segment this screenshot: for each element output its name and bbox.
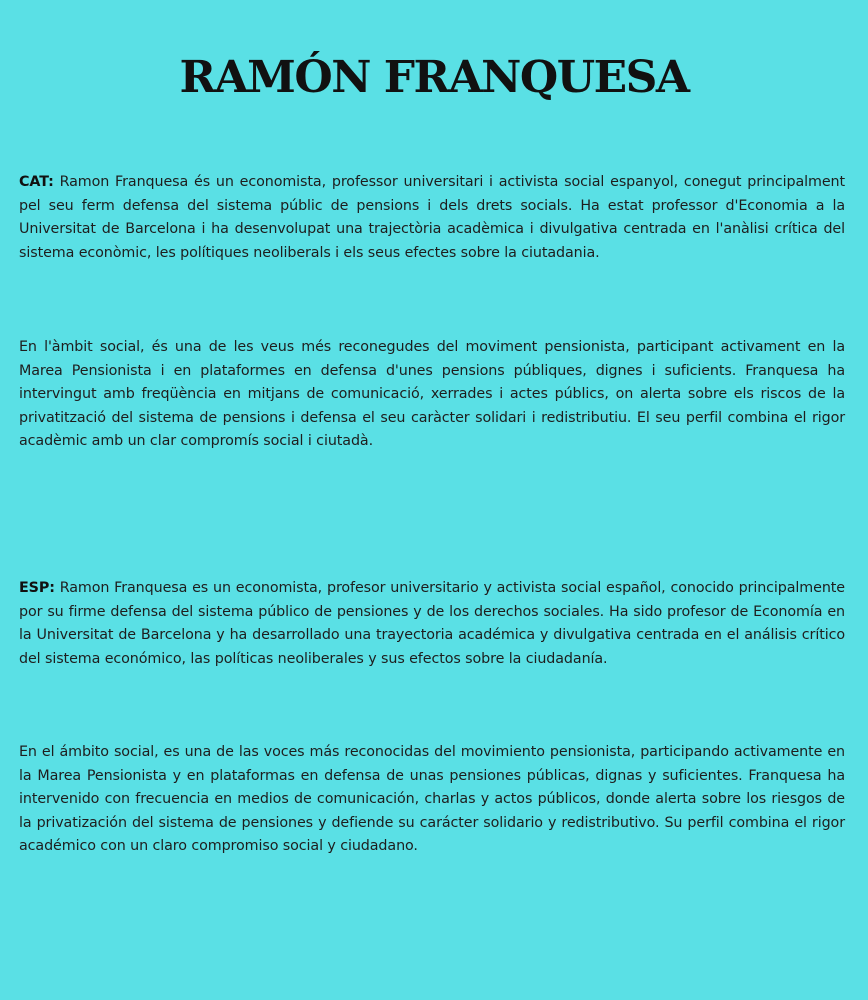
esp-label: ESP: bbox=[19, 580, 55, 596]
esp-paragraph-1-text: Ramon Franquesa es un economista, profesor universitario y activista social español, conocido principalmente por su firme defensa del sistema público de pensiones y de los derechos sociales. Ha sido profesor de Economía en la Universitat de Barcelona y ha desarrollado una trayectoria académica y divulgativa centrada en el análisis crítico del sistema económico, las políticas neoliberales y sus efectos sobre la ciudadanía. bbox=[19, 580, 845, 667]
cat-paragraph-1-text: Ramon Franquesa és un economista, professor universitari i activista social espanyol, conegut principalment pel seu ferm defensa del sistema públic de pensions i dels drets socials. Ha estat professor d'Economia a la Universitat de Barcelona i ha desenvolupat una trajectòria acadèmica i divulgativa centrada en l'anàlisi crítica del sistema econòmic, les polítiques neoliberals i els seus efectes sobre la ciutadania. bbox=[19, 174, 845, 261]
cat-paragraph-1 bbox=[19, 171, 845, 265]
page-title: RAMÓN FRANQUESA bbox=[179, 52, 689, 103]
cat-label: CAT: bbox=[19, 174, 54, 190]
cat-paragraph-2: En l'àmbit social, és una de les veus més reconegudes del moviment pensionista, participant activament en la Marea Pensionista i en plataformes en defensa d'unes pensions públiques, dignes i suficients. Franquesa ha intervingut amb freqüència en mitjans de comunicació, xerrades i actes públics, on alerta sobre els riscos de la privatització del sistema de pensions i defensa el seu caràcter solidari i redistributiu. El seu perfil combina el rigor acadèmic amb un clar compromís social i ciutadà. bbox=[19, 339, 845, 449]
esp-paragraph-1 bbox=[19, 577, 845, 671]
esp-paragraph-2: En el ámbito social, es una de las voces más reconocidas del movimiento pensionista, participando activamente en la Marea Pensionista y en plataformas en defensa de unas pensiones públicas, dignas y suficientes. Franquesa ha intervenido con frecuencia en medios de comunicación, charlas y actos públicos, donde alerta sobre los riesgos de la privatización del sistema de pensiones y defiende su carácter solidario y redistributivo. Su perfil combina el rigor académico con un claro compromiso social y ciudadano. bbox=[19, 744, 845, 854]
